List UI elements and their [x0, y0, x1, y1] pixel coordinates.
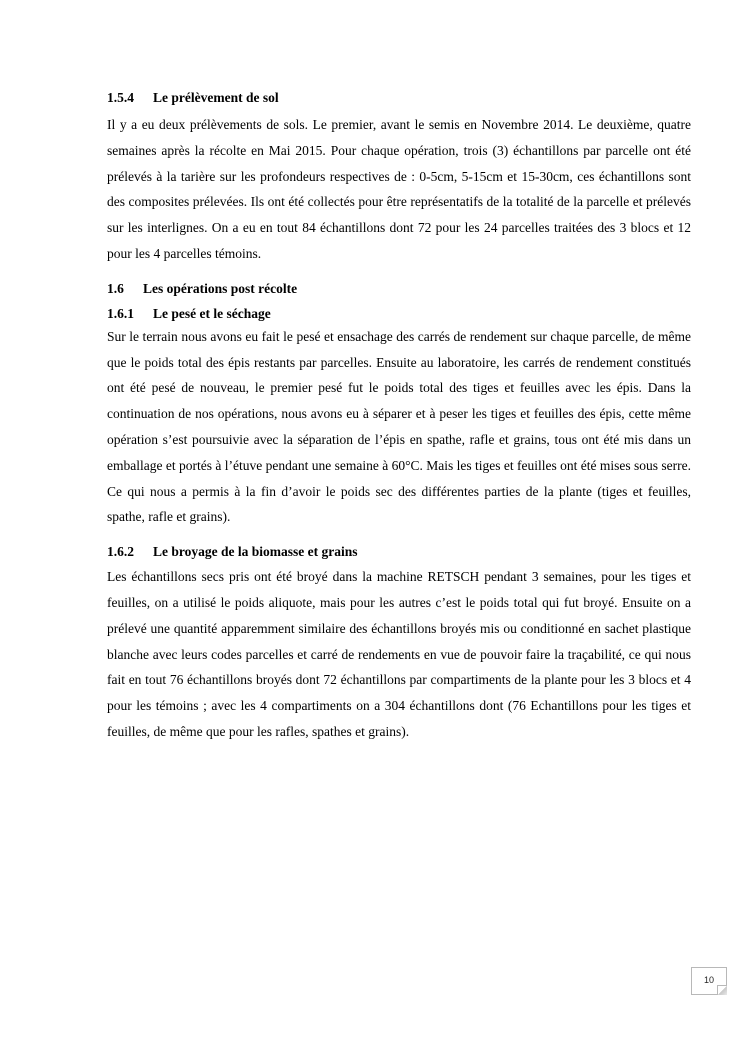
heading-1-6	[107, 279, 691, 299]
paragraph-soil-sampling: Il y a eu deux prélèvements de sols. Le premier, avant le semis en Novembre 2014. Le deuxième, quatre semaines après la récolte en Mai 2015. Pour chaque opération, trois (3) échantillons par parcelle ont été prélevés à la tarière sur les profondeurs respectives de : 0-5cm, 5-15cm et 15-30cm, ces échantillons sont des composites prélevées. Ils ont été collectés pour être représentatifs de la totalité de la parcelle et prélevés sur les interlignes. On a eu en tout 84 échantillons dont 72 pour les 24 parcelles traitées des 3 blocs et 12 pour les 4 parcelles témoins.	[107, 117, 691, 261]
paragraph-weighing-drying: Sur le terrain nous avons eu fait le pesé et ensachage des carrés de rendement sur chaque parcelle, de même que le poids total des épis restants par parcelles. Ensuite au laboratoire, les carrés de rendement constitués ont été pesé de nouveau, le premier pesé fut le poids total des tiges et feuilles avec les épis. Dans la continuation de nos opérations, nous avons eu à séparer et à peser les tiges et feuilles des épis, cette même opération s’est poursuivie avec la séparation de l’épis en spathe, rafle et grains, tous ont été mis dans un emballage et portés à l’étuve pendant une semaine à 60°C. Mais les tiges et feuilles ont été mises sous serre. Ce qui nous a permis à la fin d’avoir le poids sec des différentes parties de la plante (tiges et feuilles, spathe, rafle et grains).	[107, 328, 691, 525]
page-curl-icon	[717, 985, 727, 995]
document-page	[107, 88, 691, 745]
page-number: 10	[703, 975, 714, 985]
heading-number: 1.5.4	[107, 90, 134, 105]
heading-1-5-4	[107, 88, 691, 108]
page-number-box	[691, 967, 727, 995]
paragraph-grinding: Les échantillons secs pris ont été broyé dans la machine RETSCH pendant 3 semaines, pour les tiges et feuilles, on a utilisé le poids aliquote, mais pour les autres c’est le poids total qui fut broyé. Ensuite on a prélevé une quantité apparemment similaire des échantillons broyés mis ou conditionné en sachet plastique blanche avec leurs codes parcelles et carré de rendements en vue de pouvoir faire la traçabilité, ce qui nous fait en tout 76 échantillons broyés dont 72 échantillons par compartiments de la plante pour les 3 blocs et 4 pour les témoins ; avec les 4 compartiments on a 304 échantillons dont (76 Echantillons pour les tiges et feuilles, de même que pour les rafles, spathes et grains).	[107, 569, 691, 739]
heading-title: Les opérations post récolte	[143, 280, 298, 296]
heading-1-6-1	[107, 304, 691, 324]
heading-number: 1.6	[107, 280, 124, 296]
heading-title: Le broyage de la biomasse et grains	[153, 544, 358, 560]
heading-number: 1.6.2	[107, 544, 134, 560]
heading-title: Le prélèvement de sol	[153, 90, 279, 105]
heading-title: Le pesé et le séchage	[153, 305, 271, 321]
heading-number: 1.6.1	[107, 305, 134, 321]
heading-1-6-2	[107, 542, 691, 562]
